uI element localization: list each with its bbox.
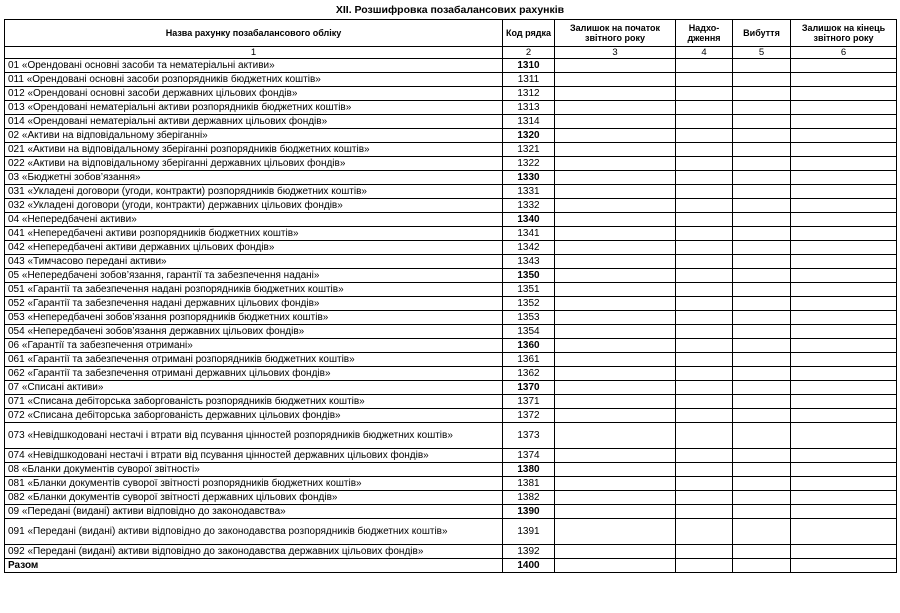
- table-row: [5, 505, 897, 519]
- receipts-cell[interactable]: [676, 505, 733, 519]
- header-end-balance: Залишок на кінець звітного року: [791, 20, 897, 47]
- row-code: 1352: [503, 297, 555, 311]
- table-row: [5, 115, 897, 129]
- table-row: [5, 339, 897, 353]
- header-start-balance: Залишок на початок звітного року: [555, 20, 676, 47]
- end-balance-cell[interactable]: [791, 241, 897, 255]
- start-balance-cell[interactable]: [555, 269, 676, 283]
- account-name: 022 «Активи на відповідальному зберіганні державних цільових фондів»: [5, 157, 503, 171]
- start-balance-cell[interactable]: [555, 255, 676, 269]
- end-balance-cell[interactable]: [791, 325, 897, 339]
- table-row: [5, 59, 897, 73]
- total-code: 1400: [503, 559, 555, 573]
- row-code: 1343: [503, 255, 555, 269]
- account-name: 07 «Списані активи»: [5, 381, 503, 395]
- row-code: 1390: [503, 505, 555, 519]
- start-balance-cell[interactable]: [555, 311, 676, 325]
- account-name: 052 «Гарантії та забезпечення надані державних цільових фондів»: [5, 297, 503, 311]
- receipts-cell[interactable]: [676, 269, 733, 283]
- row-code: 1361: [503, 353, 555, 367]
- table-row: [5, 255, 897, 269]
- receipts-cell[interactable]: [676, 477, 733, 491]
- disposals-cell[interactable]: [733, 213, 791, 227]
- total-label: Разом: [5, 559, 503, 573]
- end-balance-cell[interactable]: [791, 519, 897, 545]
- table-row: [5, 491, 897, 505]
- column-number: 4: [676, 47, 733, 59]
- receipts-cell[interactable]: [676, 171, 733, 185]
- account-name: 06 «Гарантії та забезпечення отримані»: [5, 339, 503, 353]
- receipts-cell[interactable]: [676, 157, 733, 171]
- end-balance-cell[interactable]: [791, 255, 897, 269]
- receipts-cell[interactable]: [676, 381, 733, 395]
- receipts-cell[interactable]: [676, 115, 733, 129]
- receipts-cell[interactable]: [676, 449, 733, 463]
- receipts-cell[interactable]: [676, 227, 733, 241]
- end-balance-cell[interactable]: [791, 143, 897, 157]
- receipts-cell[interactable]: [676, 297, 733, 311]
- end-balance-cell[interactable]: [791, 423, 897, 449]
- end-balance-cell[interactable]: [791, 449, 897, 463]
- row-code: 1330: [503, 171, 555, 185]
- account-name: 01 «Орендовані основні засоби та нематеріальні активи»: [5, 59, 503, 73]
- table-row: [5, 171, 897, 185]
- start-balance-cell[interactable]: [555, 423, 676, 449]
- disposals-cell[interactable]: [733, 477, 791, 491]
- end-balance-cell[interactable]: [791, 395, 897, 409]
- start-balance-cell[interactable]: [555, 409, 676, 423]
- disposals-cell[interactable]: [733, 227, 791, 241]
- table-row: [5, 269, 897, 283]
- receipts-cell[interactable]: [676, 73, 733, 87]
- end-balance-cell[interactable]: [791, 213, 897, 227]
- disposals-cell[interactable]: [733, 255, 791, 269]
- receipts-cell[interactable]: [676, 199, 733, 213]
- disposals-cell[interactable]: [733, 59, 791, 73]
- account-name: 073 «Невідшкодовані нестачі і втрати від псування цінностей розпорядників бюджетних коштів»: [5, 423, 503, 449]
- end-balance-cell[interactable]: [791, 463, 897, 477]
- account-name: 05 «Непередбачені зобов’язання, гарантії та забезпечення надані»: [5, 269, 503, 283]
- disposals-cell[interactable]: [733, 73, 791, 87]
- start-balance-cell[interactable]: [555, 171, 676, 185]
- disposals-cell[interactable]: [733, 409, 791, 423]
- end-balance-cell[interactable]: [791, 367, 897, 381]
- disposals-cell[interactable]: [733, 101, 791, 115]
- start-balance-cell[interactable]: [555, 449, 676, 463]
- account-name: 074 «Невідшкодовані нестачі і втрати від псування цінностей державних цільових фондів»: [5, 449, 503, 463]
- end-balance-cell[interactable]: [791, 283, 897, 297]
- disposals-cell[interactable]: [733, 545, 791, 559]
- row-code: 1314: [503, 115, 555, 129]
- account-name: 03 «Бюджетні зобов’язання»: [5, 171, 503, 185]
- start-balance-cell[interactable]: [555, 73, 676, 87]
- row-code: 1320: [503, 129, 555, 143]
- disposals-cell[interactable]: [733, 449, 791, 463]
- end-balance-cell[interactable]: [791, 227, 897, 241]
- account-name: 054 «Непередбачені зобов’язання державних цільових фондів»: [5, 325, 503, 339]
- end-balance-cell[interactable]: [791, 73, 897, 87]
- disposals-cell[interactable]: [733, 353, 791, 367]
- table-row: [5, 213, 897, 227]
- receipts-cell[interactable]: [676, 409, 733, 423]
- receipts-cell[interactable]: [676, 325, 733, 339]
- row-code: 1373: [503, 423, 555, 449]
- column-number: 1: [5, 47, 503, 59]
- table-row: [5, 87, 897, 101]
- row-code: 1310: [503, 59, 555, 73]
- receipts-cell[interactable]: [676, 129, 733, 143]
- start-balance-cell[interactable]: [555, 115, 676, 129]
- row-code: 1340: [503, 213, 555, 227]
- receipts-cell[interactable]: [676, 311, 733, 325]
- account-name: 043 «Тимчасово передані активи»: [5, 255, 503, 269]
- end-balance-cell[interactable]: [791, 311, 897, 325]
- start-balance-cell[interactable]: [555, 505, 676, 519]
- start-balance-cell[interactable]: [555, 491, 676, 505]
- account-name: 021 «Активи на відповідальному зберіганні розпорядників бюджетних коштів»: [5, 143, 503, 157]
- row-code: 1353: [503, 311, 555, 325]
- total-row: [5, 559, 897, 573]
- receipts-cell[interactable]: [676, 463, 733, 477]
- table-row: [5, 325, 897, 339]
- end-balance-cell[interactable]: [791, 409, 897, 423]
- table-row: [5, 381, 897, 395]
- row-code: 1354: [503, 325, 555, 339]
- start-balance-cell[interactable]: [555, 129, 676, 143]
- table-row: [5, 185, 897, 199]
- table-row: [5, 283, 897, 297]
- disposals-cell[interactable]: [733, 367, 791, 381]
- disposals-cell[interactable]: [733, 463, 791, 477]
- disposals-cell[interactable]: [733, 519, 791, 545]
- account-name: 031 «Укладені договори (угоди, контракти) розпорядників бюджетних коштів»: [5, 185, 503, 199]
- table-row: [5, 353, 897, 367]
- table-row: [5, 395, 897, 409]
- table-row: [5, 519, 897, 545]
- row-code: 1381: [503, 477, 555, 491]
- column-number: 5: [733, 47, 791, 59]
- disposals-cell[interactable]: [733, 339, 791, 353]
- start-balance-cell[interactable]: [555, 157, 676, 171]
- start-balance-cell[interactable]: [555, 185, 676, 199]
- end-balance-cell[interactable]: [791, 199, 897, 213]
- table-row: [5, 241, 897, 255]
- row-code: 1341: [503, 227, 555, 241]
- disposals-cell[interactable]: [733, 423, 791, 449]
- table-row: [5, 157, 897, 171]
- receipts-cell[interactable]: [676, 423, 733, 449]
- start-balance-cell[interactable]: [555, 559, 676, 573]
- account-name: 042 «Непередбачені активи державних цільових фондів»: [5, 241, 503, 255]
- end-balance-cell[interactable]: [791, 157, 897, 171]
- end-balance-cell[interactable]: [791, 185, 897, 199]
- receipts-cell[interactable]: [676, 283, 733, 297]
- disposals-cell[interactable]: [733, 283, 791, 297]
- column-number: 6: [791, 47, 897, 59]
- table-row: [5, 101, 897, 115]
- end-balance-cell[interactable]: [791, 297, 897, 311]
- receipts-cell[interactable]: [676, 185, 733, 199]
- account-name: 081 «Бланки документів суворої звітності розпорядників бюджетних коштів»: [5, 477, 503, 491]
- end-balance-cell[interactable]: [791, 505, 897, 519]
- disposals-cell[interactable]: [733, 87, 791, 101]
- header-code: Код рядка: [503, 20, 555, 47]
- header-disposals: Вибуття: [733, 20, 791, 47]
- row-code: 1382: [503, 491, 555, 505]
- start-balance-cell[interactable]: [555, 325, 676, 339]
- row-code: 1362: [503, 367, 555, 381]
- table-row: [5, 545, 897, 559]
- table-row: [5, 367, 897, 381]
- disposals-cell[interactable]: [733, 395, 791, 409]
- row-code: 1371: [503, 395, 555, 409]
- end-balance-cell[interactable]: [791, 115, 897, 129]
- start-balance-cell[interactable]: [555, 199, 676, 213]
- row-code: 1351: [503, 283, 555, 297]
- receipts-cell[interactable]: [676, 101, 733, 115]
- row-code: 1312: [503, 87, 555, 101]
- start-balance-cell[interactable]: [555, 463, 676, 477]
- column-number-row: [5, 47, 897, 59]
- disposals-cell[interactable]: [733, 199, 791, 213]
- row-code: 1342: [503, 241, 555, 255]
- disposals-cell[interactable]: [733, 491, 791, 505]
- table-row: [5, 463, 897, 477]
- start-balance-cell[interactable]: [555, 519, 676, 545]
- account-name: 013 «Орендовані нематеріальні активи розпорядників бюджетних коштів»: [5, 101, 503, 115]
- disposals-cell[interactable]: [733, 505, 791, 519]
- row-code: 1392: [503, 545, 555, 559]
- table-row: [5, 143, 897, 157]
- disposals-cell[interactable]: [733, 325, 791, 339]
- start-balance-cell[interactable]: [555, 545, 676, 559]
- receipts-cell[interactable]: [676, 491, 733, 505]
- table-row: [5, 227, 897, 241]
- row-code: 1350: [503, 269, 555, 283]
- disposals-cell[interactable]: [733, 311, 791, 325]
- disposals-cell[interactable]: [733, 129, 791, 143]
- receipts-cell[interactable]: [676, 395, 733, 409]
- receipts-cell[interactable]: [676, 367, 733, 381]
- receipts-cell[interactable]: [676, 213, 733, 227]
- start-balance-cell[interactable]: [555, 297, 676, 311]
- receipts-cell[interactable]: [676, 87, 733, 101]
- end-balance-cell[interactable]: [791, 59, 897, 73]
- end-balance-cell[interactable]: [791, 171, 897, 185]
- receipts-cell[interactable]: [676, 241, 733, 255]
- account-name: 04 «Непередбачені активи»: [5, 213, 503, 227]
- account-name: 082 «Бланки документів суворої звітності державних цільових фондів»: [5, 491, 503, 505]
- account-name: 011 «Орендовані основні засоби розпорядників бюджетних коштів»: [5, 73, 503, 87]
- header-name: Назва рахунку позабалансового обліку: [5, 20, 503, 47]
- column-number: 3: [555, 47, 676, 59]
- disposals-cell[interactable]: [733, 297, 791, 311]
- account-name: 053 «Непередбачені зобов’язання розпорядників бюджетних коштів»: [5, 311, 503, 325]
- table-row: [5, 73, 897, 87]
- row-code: 1370: [503, 381, 555, 395]
- table-row: [5, 423, 897, 449]
- end-balance-cell[interactable]: [791, 491, 897, 505]
- end-balance-cell[interactable]: [791, 87, 897, 101]
- table-row: [5, 477, 897, 491]
- start-balance-cell[interactable]: [555, 59, 676, 73]
- disposals-cell[interactable]: [733, 171, 791, 185]
- start-balance-cell[interactable]: [555, 143, 676, 157]
- end-balance-cell[interactable]: [791, 477, 897, 491]
- disposals-cell[interactable]: [733, 241, 791, 255]
- row-code: 1311: [503, 73, 555, 87]
- table-row: [5, 409, 897, 423]
- start-balance-cell[interactable]: [555, 101, 676, 115]
- row-code: 1380: [503, 463, 555, 477]
- end-balance-cell[interactable]: [791, 129, 897, 143]
- end-balance-cell[interactable]: [791, 353, 897, 367]
- receipts-cell[interactable]: [676, 545, 733, 559]
- disposals-cell[interactable]: [733, 157, 791, 171]
- row-code: 1391: [503, 519, 555, 545]
- end-balance-cell[interactable]: [791, 339, 897, 353]
- start-balance-cell[interactable]: [555, 241, 676, 255]
- account-name: 014 «Орендовані нематеріальні активи державних цільових фондів»: [5, 115, 503, 129]
- account-name: 032 «Укладені договори (угоди, контракти) державних цільових фондів»: [5, 199, 503, 213]
- receipts-cell[interactable]: [676, 559, 733, 573]
- disposals-cell[interactable]: [733, 559, 791, 573]
- table-row: [5, 129, 897, 143]
- account-name: 092 «Передані (видані) активи відповідно до законодавства державних цільових фондів»: [5, 545, 503, 559]
- end-balance-cell[interactable]: [791, 101, 897, 115]
- end-balance-cell[interactable]: [791, 559, 897, 573]
- row-code: 1321: [503, 143, 555, 157]
- start-balance-cell[interactable]: [555, 283, 676, 297]
- header-receipts: Надхо-дження: [676, 20, 733, 47]
- row-code: 1331: [503, 185, 555, 199]
- end-balance-cell[interactable]: [791, 545, 897, 559]
- account-name: 071 «Списана дебіторська заборгованість розпорядників бюджетних коштів»: [5, 395, 503, 409]
- account-name: 012 «Орендовані основні засоби державних цільових фондів»: [5, 87, 503, 101]
- start-balance-cell[interactable]: [555, 353, 676, 367]
- start-balance-cell[interactable]: [555, 367, 676, 381]
- receipts-cell[interactable]: [676, 143, 733, 157]
- start-balance-cell[interactable]: [555, 227, 676, 241]
- account-name: 091 «Передані (видані) активи відповідно до законодавства розпорядників бюджетних коштів»: [5, 519, 503, 545]
- table-row: [5, 199, 897, 213]
- section-title: XII. Розшифровка позабалансових рахунків: [335, 4, 565, 16]
- end-balance-cell[interactable]: [791, 381, 897, 395]
- account-name: 072 «Списана дебіторська заборгованість державних цільових фондів»: [5, 409, 503, 423]
- disposals-cell[interactable]: [733, 381, 791, 395]
- row-code: 1313: [503, 101, 555, 115]
- receipts-cell[interactable]: [676, 59, 733, 73]
- table-row: [5, 311, 897, 325]
- receipts-cell[interactable]: [676, 339, 733, 353]
- receipts-cell[interactable]: [676, 353, 733, 367]
- start-balance-cell[interactable]: [555, 87, 676, 101]
- row-code: 1372: [503, 409, 555, 423]
- column-number: 2: [503, 47, 555, 59]
- row-code: 1332: [503, 199, 555, 213]
- disposals-cell[interactable]: [733, 185, 791, 199]
- account-name: 09 «Передані (видані) активи відповідно до законодавства»: [5, 505, 503, 519]
- end-balance-cell[interactable]: [791, 269, 897, 283]
- receipts-cell[interactable]: [676, 519, 733, 545]
- account-name: 041 «Непередбачені активи розпорядників бюджетних коштів»: [5, 227, 503, 241]
- start-balance-cell[interactable]: [555, 395, 676, 409]
- start-balance-cell[interactable]: [555, 213, 676, 227]
- disposals-cell[interactable]: [733, 143, 791, 157]
- row-code: 1360: [503, 339, 555, 353]
- start-balance-cell[interactable]: [555, 477, 676, 491]
- table-row: [5, 449, 897, 463]
- disposals-cell[interactable]: [733, 115, 791, 129]
- row-code: 1322: [503, 157, 555, 171]
- account-name: 08 «Бланки документів суворої звітності»: [5, 463, 503, 477]
- start-balance-cell[interactable]: [555, 381, 676, 395]
- start-balance-cell[interactable]: [555, 339, 676, 353]
- disposals-cell[interactable]: [733, 269, 791, 283]
- table-row: [5, 297, 897, 311]
- row-code: 1374: [503, 449, 555, 463]
- account-name: 061 «Гарантії та забезпечення отримані розпорядників бюджетних коштів»: [5, 353, 503, 367]
- account-name: 02 «Активи на відповідальному зберіганні»: [5, 129, 503, 143]
- off-balance-table: [4, 19, 897, 573]
- header-row: [5, 20, 897, 47]
- account-name: 062 «Гарантії та забезпечення отримані державних цільових фондів»: [5, 367, 503, 381]
- receipts-cell[interactable]: [676, 255, 733, 269]
- account-name: 051 «Гарантії та забезпечення надані розпорядників бюджетних коштів»: [5, 283, 503, 297]
